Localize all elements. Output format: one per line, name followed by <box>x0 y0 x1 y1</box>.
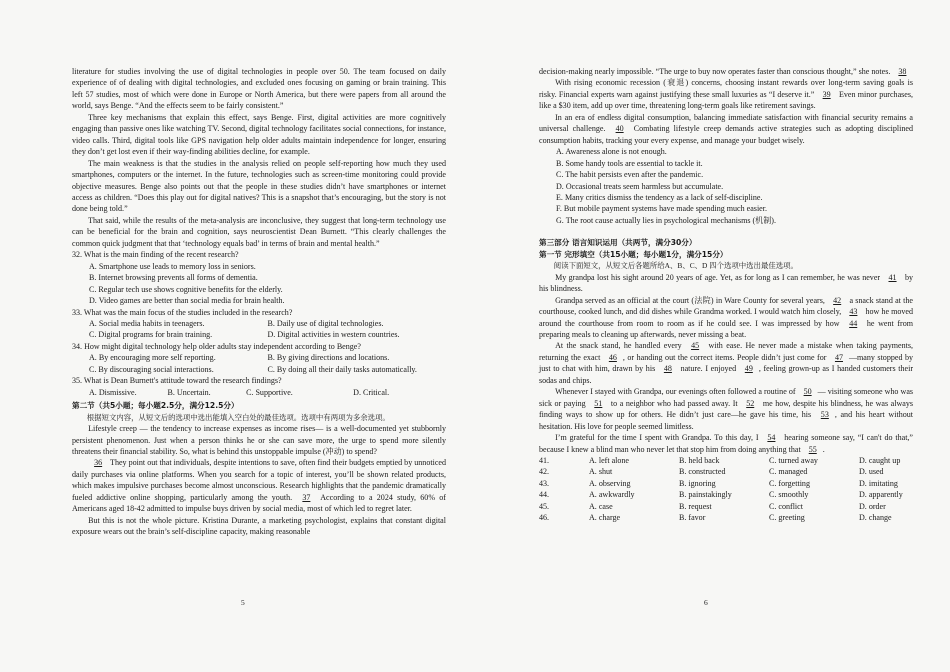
blank-52[interactable]: 52 <box>746 398 755 408</box>
cloze-paragraph: My grandpa lost his sight around 20 years of age. Yet, as for long as I can remember, he was never 41 by his blindness. <box>539 272 914 294</box>
passage-paragraph: The main weakness is that the studies in the analysis relied on people self-reporting how much they used smartphones, computers or the internet. In the future, technologies such as screen-time monitoring could provide objective measures. Benge also points out that the people in these studies didn’t have smartphones or internet access as children. “Does this play out for digital natives? This is a snapshot that’s encouraging, but the story is not done being told.” <box>72 158 446 214</box>
option: A. awkwardly <box>589 490 635 500</box>
option: C. managed <box>769 467 808 477</box>
option: D. Digital activities in western countries. <box>267 330 400 340</box>
option: C. turned away <box>769 455 818 465</box>
option-number: 46. <box>539 513 550 523</box>
option: A. shut <box>589 467 613 477</box>
option: A. case <box>589 501 613 511</box>
option: D. change <box>859 513 892 523</box>
option: A. observing <box>589 478 631 488</box>
section-title: 第二节（共5小题；每小题2.5分，满分12.5分） <box>72 401 239 411</box>
section-instruction: 阅读下面短文，从短文后各题所给A、B、C、D 四个选项中选出最佳选项。 <box>553 261 798 271</box>
option: C. Digital programs for brain training. <box>89 330 213 340</box>
section-instruction: 根据短文内容，从短文后的选项中选出能填入空白处的最佳选项。选项中有两项为多余选项。 <box>86 412 390 422</box>
question-35: 35. What is Dean Burnett's attitude toward the research findings? <box>72 376 282 386</box>
option: C. Supportive. <box>246 387 293 397</box>
option: A. left alone <box>589 455 629 465</box>
option: E. Many critics dismiss the tendency as a lack of self-discipline. <box>556 192 763 202</box>
blank-54[interactable]: 54 <box>767 433 776 443</box>
option: C. Regular tech use shows cognitive benefits for the elderly. <box>89 284 283 294</box>
option-row <box>72 318 446 329</box>
passage-paragraph: decision-making nearly impossible. “The urge to buy now operates faster than conscious thought,” she notes. 38 <box>539 66 913 77</box>
blank-51[interactable]: 51 <box>594 398 603 408</box>
blank-36[interactable]: 36 <box>94 458 103 468</box>
option: C. forgetting <box>769 478 810 488</box>
option: G. The root cause actually lies in psychological mechanisms (机制). <box>556 215 776 225</box>
option: A. Smartphone use leads to memory loss in seniors. <box>89 261 256 271</box>
page-number: 6 <box>704 598 708 607</box>
blank-43[interactable]: 43 <box>849 307 858 317</box>
option-number: 45. <box>539 501 550 511</box>
blank-45[interactable]: 45 <box>691 341 700 351</box>
option-number: 44. <box>539 490 550 500</box>
option: A. Social media habits in teenagers. <box>89 318 205 328</box>
option: B. ignoring <box>679 478 716 488</box>
option: A. Awareness alone is not enough. <box>556 147 667 157</box>
option-number: 42. <box>539 467 550 477</box>
section-title: 第一节 完形填空（共15小题；每小题1分，满分15分） <box>539 249 728 259</box>
left-column <box>72 66 446 538</box>
option: B. painstakingly <box>679 490 732 500</box>
option: C. greeting <box>769 513 805 523</box>
option: D. used <box>859 467 884 477</box>
option: B. request <box>679 501 712 511</box>
blank-42[interactable]: 42 <box>833 295 842 305</box>
option: B. Some handy tools are essential to tackle it. <box>556 158 703 168</box>
blank-48[interactable]: 48 <box>663 364 672 374</box>
option: D. Video games are better than social media for brain health. <box>89 296 285 306</box>
option: B. Internet browsing prevents all forms of dementia. <box>89 273 258 283</box>
option: D. order <box>859 501 886 511</box>
blank-37[interactable]: 37 <box>302 492 311 502</box>
option: D. Occasional treats seem harmless but accumulate. <box>556 181 724 191</box>
blank-55[interactable]: 55 <box>808 444 817 454</box>
question-32: 32. What is the main finding of the recent research? <box>72 250 239 260</box>
option: B. By giving directions and locations. <box>267 353 390 363</box>
option-number: 41. <box>539 455 550 465</box>
option-row <box>72 387 446 398</box>
page-right <box>475 0 950 672</box>
passage-paragraph: literature for studies involving the use of digital technologies in people over 50. The team focused on daily experience of of dealing with digital technologies, and excluded ones focusing on gaming or brain training. This left 57 studies, most of which were done in Europe or North America, but there were papers from all around the world, says Benge. “And the effects seem to be fairly consistent.” <box>72 67 446 111</box>
option: C. smoothly <box>769 490 809 500</box>
option: C. By discouraging social interactions. <box>89 364 214 374</box>
option: D. apparently <box>859 490 903 500</box>
option: F. But mobile payment systems have made spending much easier. <box>556 204 767 214</box>
option: D. caught up <box>859 455 901 465</box>
passage-paragraph: With rising economic recession (衰退) concerns, choosing instant rewards over long-term saving goals is risky. Financial experts warn against justifying these small luxuries as “I deserve it.” 39 Even minor purchases, like a $30 item, add up over time, threatening long-term goals like retirement savings. <box>539 78 913 111</box>
blank-44[interactable]: 44 <box>849 318 858 328</box>
question-33: 33. What was the main focus of the studies included in the research? <box>72 307 293 317</box>
part-title: 第三部分 语言知识运用（共两节，满分30分） <box>539 238 697 248</box>
option: C. conflict <box>769 501 803 511</box>
cloze-paragraph: At the snack stand, he handled every 45 with ease. He never made a mistake when taking payments, returning the exact 46 , or handing out the correct items. People didn’t just come for 47 —many stopped by just to chat with him, drawn by his 48 nature. I enjoyed 49 , feeling grown-up as I handed customers their sodas and chips. <box>539 341 914 385</box>
option: B. Daily use of digital technologies. <box>267 318 384 328</box>
question-34: 34. How might digital technology help older adults stay independent according to Benge? <box>72 341 361 351</box>
option: C. The habit persists even after the pandemic. <box>556 170 704 180</box>
options-table <box>539 455 913 524</box>
page-number: 5 <box>241 598 245 607</box>
cloze-paragraph: Grandpa served as an official at the court (法院) in Ware County for several years, 42 a snack stand at the courthouse, cooked lunch, and did dishes while Grandma worked. I would watch him closely, 43 how he moved around the courthouse from room to room as if he could see. I was impressed by how 44 he went from preparing meals to cleaning up afterwards, never missing a beat. <box>539 295 914 339</box>
passage-paragraph: In an era of endless digital consumption, balancing immediate satisfaction with financial security remains a universal challenge. 40 Combating lifestyle creep demands active strategies such as adopting disciplined consumption habits, tracking your every expense, and manage your budget wisely. <box>539 112 913 145</box>
option: B. constructed <box>679 467 726 477</box>
passage-paragraph: Three key mechanisms that explain this effect, says Benge. First, digital activities are more cognitively engaging than passive ones like watching TV. Second, digital technology facilitates social connections, for instance, video calls. Third, digital tools like GPS navigation help older adults maintain independence for longer, ensuring they don’t get lost even if their way-finding abilities decline, for example. <box>72 112 446 157</box>
blank-39[interactable]: 39 <box>822 89 831 99</box>
option: B. Uncertain. <box>167 387 211 397</box>
option: D. Critical. <box>353 387 390 397</box>
blank-47[interactable]: 47 <box>834 352 843 362</box>
option: A. By encouraging more self reporting. <box>89 353 216 363</box>
blank-53[interactable]: 53 <box>820 410 829 420</box>
blank-40[interactable]: 40 <box>615 124 624 134</box>
cloze-paragraph: Whenever I stayed with Grandpa, our evenings often followed a routine of 50 — visiting someone who was sick or paying 51 to a neighbor who had passed away. It 52 me how, despite his blindness, he was always finding ways to show up for others. He didn’t just care—he gave his time, his 53 , and his heart without hesitation. His love for people seemed limitless. <box>539 387 914 431</box>
passage-paragraph: 36 They point out that individuals, despite intentions to save, often find their budgets emptied by unnoticed daily purchases via online platforms. When you search for a topic of interest, you’ll be shown related products, which makes impulsive purchases become almost unconscious. Research highlights that the pandemic dramatically fueled addictive online shopping, particularly among the youth. 37 According to a 2024 study, 60% of Americans aged 18-42 admitted to impulse buys driven by social media, most of which led to regret later. <box>72 458 446 514</box>
right-column <box>539 66 913 524</box>
blank-46[interactable]: 46 <box>608 352 617 362</box>
passage-paragraph: That said, while the results of the meta-analysis are inconclusive, they suggest that long-term technology use can be beneficial for the brain and cognition, says neuroscientist Dean Burnett. “This clearly challenges the common quick judgment that that ‘technology equals bad’ in terms of brain and mental health.” <box>72 215 446 248</box>
option-row <box>72 352 446 363</box>
blank-41[interactable]: 41 <box>888 272 897 282</box>
blank-50[interactable]: 50 <box>803 387 812 397</box>
option: D. imitating <box>859 478 898 488</box>
blank-49[interactable]: 49 <box>744 364 753 374</box>
option: C. By doing all their daily tasks automatically. <box>267 364 417 374</box>
option: A. Dismissive. <box>89 387 137 397</box>
option: B. held back <box>679 455 720 465</box>
passage-paragraph: Lifestyle creep — the tendency to increase expenses as income rises— is a well-documented yet stubbornly persistent phenomenon. Just when a person thinks he or she can save more, the urge to spend more silently threatens their financial stability. So, what is behind this unstoppable impulse (冲动) to spend? <box>72 424 446 456</box>
cloze-paragraph: I’m grateful for the time I spent with Grandpa. To this day, I 54 hearing someone say, “I can't do that,” because I knew a blind man who never let that stop him from doing anything that 55 . <box>539 433 914 454</box>
option-row <box>72 364 446 375</box>
blank-38[interactable]: 38 <box>898 67 907 76</box>
passage-paragraph: But this is not the whole picture. Kristina Durante, a marketing psychologist, explains that constant digital exposure wears out the brain’s self-discipline capacity, making reasonable <box>72 515 446 537</box>
option: B. favor <box>679 513 706 523</box>
option-number: 43. <box>539 478 550 488</box>
option-row <box>72 329 446 340</box>
option: A. charge <box>589 513 621 523</box>
